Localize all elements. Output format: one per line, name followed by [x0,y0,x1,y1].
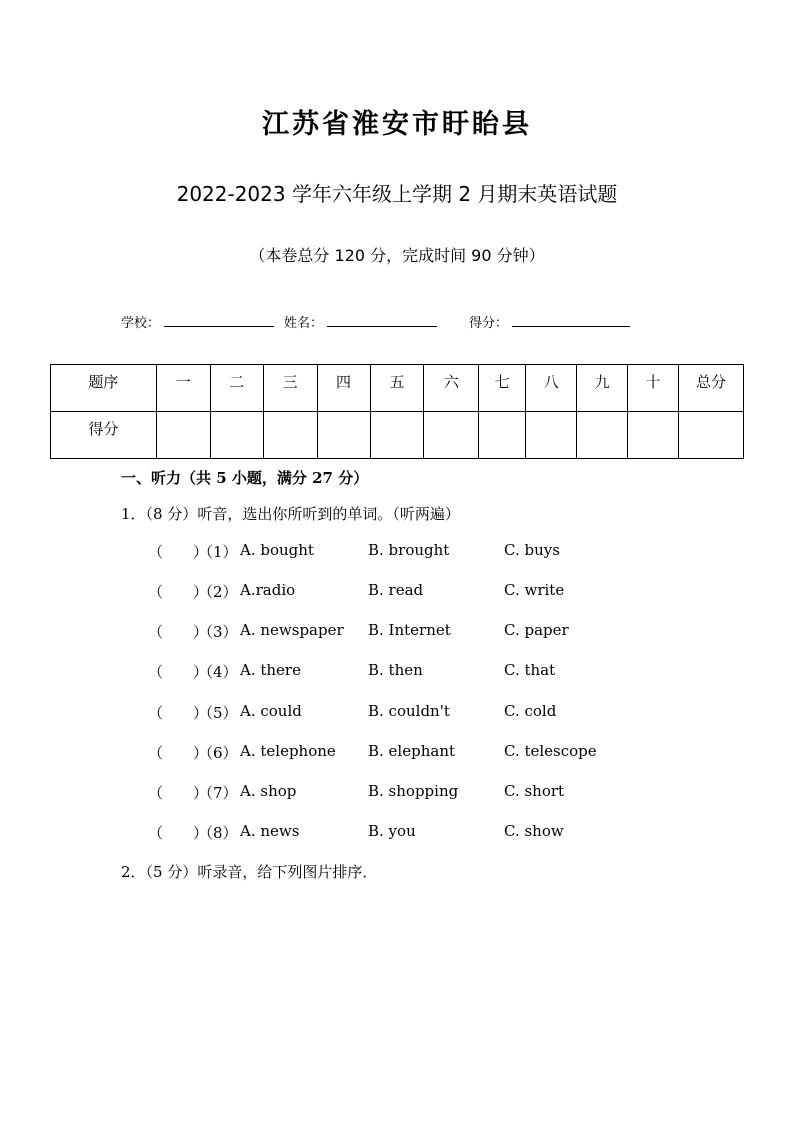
score-cell[interactable] [628,412,679,459]
list-item [148,742,648,764]
answer-blank[interactable]: （ ） [148,784,209,802]
name-field[interactable] [327,312,437,327]
score-cell[interactable] [210,412,263,459]
option-c: C. show [504,822,564,840]
table-cell: 二 [210,365,263,412]
section-heading: 一、听力（共 5 小题，满分 27 分） [121,469,369,487]
score-cell[interactable] [263,412,317,459]
option-c: C. write [504,581,565,599]
option-c: C. that [504,661,556,679]
score-cell[interactable] [479,412,526,459]
score-cell[interactable] [526,412,577,459]
item-number: （7） [198,784,238,802]
option-b: B. shopping [368,782,459,800]
table-cell: 十 [628,365,679,412]
item-number: （1） [198,543,238,561]
score-table-header-row [51,365,744,412]
option-b: B. elephant [368,742,456,760]
option-a: A. newspaper [240,621,344,639]
option-a: A. shop [240,782,297,800]
answer-blank[interactable]: （ ） [148,623,209,641]
option-a: A. news [240,822,300,840]
table-cell: 七 [479,365,526,412]
option-b: B. brought [368,541,450,559]
option-c: C. buys [504,541,560,559]
option-c: C. short [504,782,565,800]
list-item [148,581,648,603]
score-cell[interactable] [156,412,210,459]
table-cell: 题序 [51,365,157,412]
page-title: 江苏省淮安市盱眙县 [262,109,532,140]
score-cell[interactable] [424,412,479,459]
question-1-prompt: 1．（8 分）听音，选出你所听到的单词。（听两遍） [121,505,460,523]
table-cell: 四 [317,365,370,412]
list-item [148,822,648,844]
option-c: C. telescope [504,742,597,760]
exam-subtitle: 2022-2023 学年六年级上学期 2 月期末英语试题 [176,182,618,206]
name-label: 姓名： [284,316,324,331]
option-b: B. Internet [368,621,451,639]
answer-blank[interactable]: （ ） [148,543,209,561]
school-field[interactable] [164,312,274,327]
answer-blank[interactable]: （ ） [148,744,209,762]
score-field[interactable] [512,312,630,327]
item-number: （8） [198,824,238,842]
score-table [50,364,744,459]
option-b: B. couldn't [368,702,450,720]
item-number: （4） [198,663,238,681]
table-cell: 三 [263,365,317,412]
answer-blank[interactable]: （ ） [148,663,209,681]
list-item [148,702,648,724]
score-cell[interactable] [317,412,370,459]
score-label: 得分： [469,316,509,331]
answer-blank[interactable]: （ ） [148,704,209,722]
option-b: B. then [368,661,423,679]
list-item [148,782,648,804]
item-number: （2） [198,583,238,601]
option-a: A.radio [240,581,296,599]
score-cell[interactable] [577,412,628,459]
score-cell[interactable] [370,412,424,459]
answer-blank[interactable]: （ ） [148,824,209,842]
item-number: （5） [198,704,238,722]
list-item [148,541,648,563]
option-c: C. paper [504,621,569,639]
student-info-line [121,312,630,331]
question-2-prompt: 2．（5 分）听录音，给下列图片排序． [121,863,378,881]
table-cell: 八 [526,365,577,412]
item-number: （3） [198,623,238,641]
option-a: A. bought [240,541,314,559]
school-label: 学校： [121,316,161,331]
table-cell: 五 [370,365,424,412]
score-table-score-row [51,412,744,459]
option-c: C. cold [504,702,557,720]
table-cell: 一 [156,365,210,412]
table-cell: 总分 [679,365,744,412]
answer-blank[interactable]: （ ） [148,583,209,601]
option-a: A. could [240,702,302,720]
table-cell: 九 [577,365,628,412]
item-number: （6） [198,744,238,762]
option-b: B. read [368,581,424,599]
option-a: A. telephone [240,742,336,760]
option-a: A. there [240,661,301,679]
list-item [148,661,648,683]
table-cell: 六 [424,365,479,412]
option-b: B. you [368,822,416,840]
table-cell: 得分 [51,412,157,459]
list-item [148,621,648,643]
score-cell[interactable] [679,412,744,459]
exam-note: （本卷总分 120 分，完成时间 90 分钟） [249,246,545,265]
